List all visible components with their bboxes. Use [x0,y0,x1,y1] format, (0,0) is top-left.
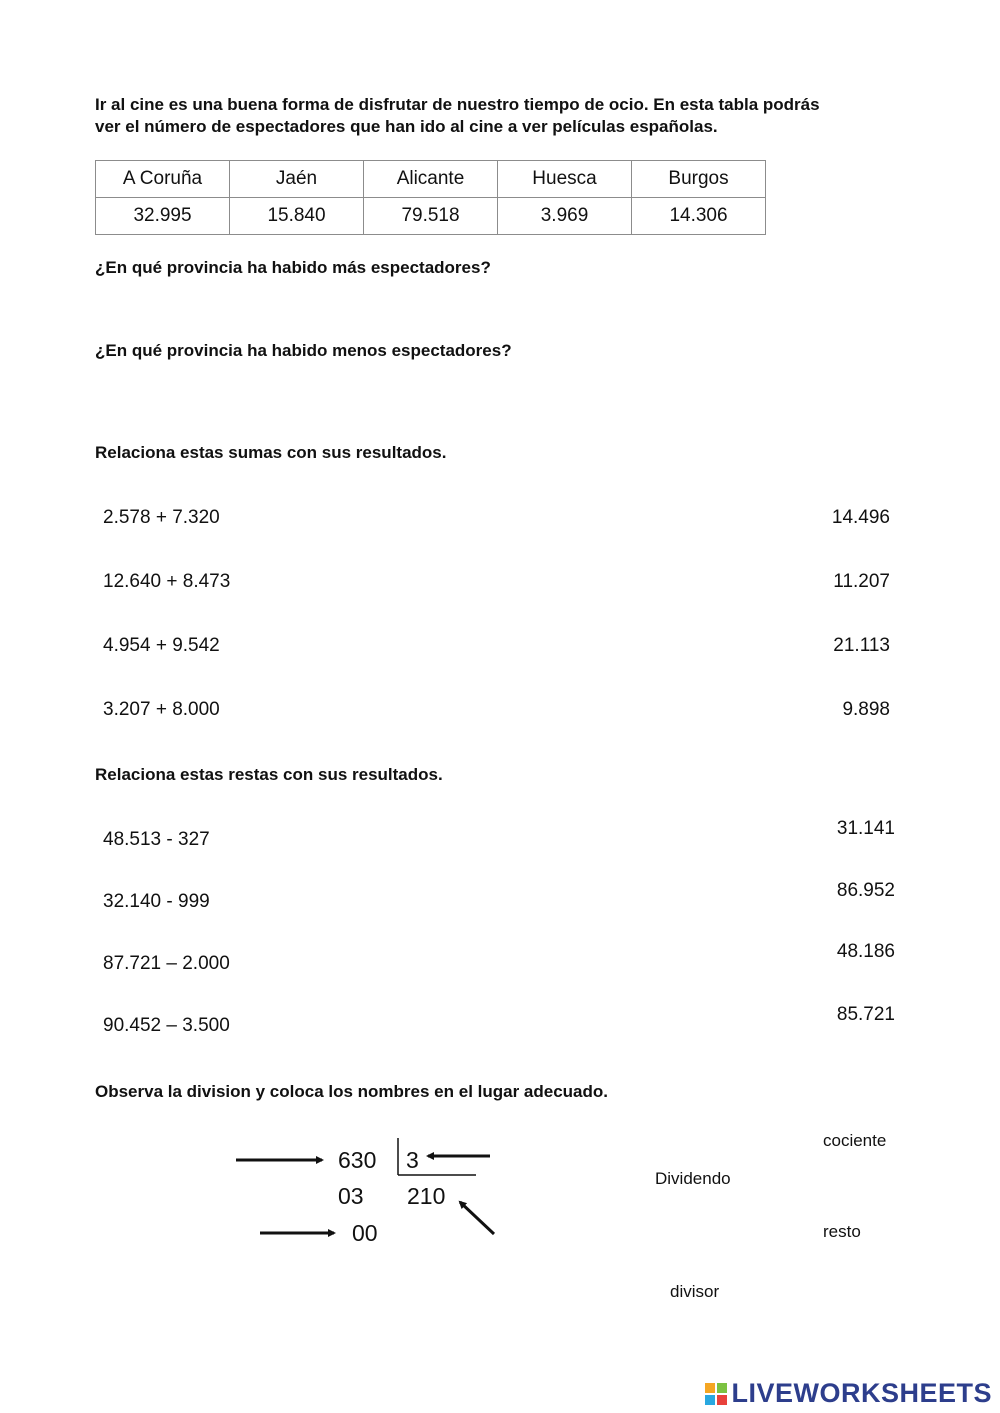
table-cell: 3.969 [498,198,632,235]
logo-square-2 [717,1383,727,1393]
sum-result-3[interactable]: 21.113 [833,635,890,656]
table-header-cell: Burgos [632,161,766,198]
table-cell: 79.518 [364,198,498,235]
division-divisor: 3 [406,1147,419,1173]
label-resto[interactable]: resto [823,1222,861,1241]
intro-line-1: Ir al cine es una buena forma de disfrutar de nuestro tiempo de ocio. En esta tabla podrás [95,95,820,114]
sum-operation-1: 2.578 + 7.320 [103,507,220,528]
table-header-cell: A Coruña [96,161,230,198]
table-header-cell: Jaén [230,161,364,198]
sum-operation-4: 3.207 + 8.000 [103,699,220,720]
sum-operation-2: 12.640 + 8.473 [103,571,231,592]
arrow-to-quotient [460,1202,494,1234]
question-most-spectators: ¿En qué provincia ha habido más espectadores? [95,258,491,277]
subtraction-result-4[interactable]: 85.721 [836,1004,895,1025]
liveworksheets-logo [705,1378,992,1409]
intro-line-2: ver el número de espectadores que han ido al cine a ver películas españolas. [95,117,718,136]
subtraction-result-3[interactable]: 48.186 [836,941,895,962]
table-row [96,198,766,235]
division-diagram [230,1130,510,1255]
subtraction-result-1[interactable]: 31.141 [836,818,895,839]
spectators-table [95,160,766,235]
sum-operation-3: 4.954 + 9.542 [103,635,220,656]
sums-title: Relaciona estas sumas con sus resultados. [95,443,447,462]
logo-square-4 [717,1395,727,1405]
label-cociente[interactable]: cociente [823,1131,887,1150]
table-header-cell: Alicante [364,161,498,198]
division-remainder: 00 [352,1220,378,1246]
logo-square-1 [705,1383,715,1393]
table-cell: 32.995 [96,198,230,235]
subtraction-operation-2: 32.140 - 999 [103,891,210,912]
division-title: Observa la division y coloca los nombres en el lugar adecuado. [95,1082,609,1101]
sum-result-1[interactable]: 14.496 [831,507,890,528]
intro-text [95,94,915,138]
question-least-spectators: ¿En qué provincia ha habido menos espectadores? [95,341,512,360]
label-dividendo[interactable]: Dividendo [655,1169,731,1188]
table-cell: 15.840 [230,198,364,235]
division-quotient: 210 [407,1183,446,1209]
logo-text: LIVEWORKSHEETS [731,1378,992,1408]
subtraction-result-2[interactable]: 86.952 [836,880,895,901]
logo-mark-icon [705,1383,727,1405]
subtraction-operation-1: 48.513 - 327 [103,829,210,850]
table-cell: 14.306 [632,198,766,235]
subtraction-operation-4: 90.452 – 3.500 [103,1015,230,1036]
table-header-cell: Huesca [498,161,632,198]
sum-result-2[interactable]: 11.207 [833,571,890,592]
sum-result-4[interactable]: 9.898 [842,699,890,720]
table-header-row [96,161,766,198]
subtraction-operation-3: 87.721 – 2.000 [103,953,230,974]
label-divisor[interactable]: divisor [670,1282,720,1301]
logo-square-3 [705,1395,715,1405]
subtractions-title: Relaciona estas restas con sus resultados. [95,765,443,784]
division-partial: 03 [338,1183,364,1209]
division-dividend: 630 [338,1147,377,1173]
